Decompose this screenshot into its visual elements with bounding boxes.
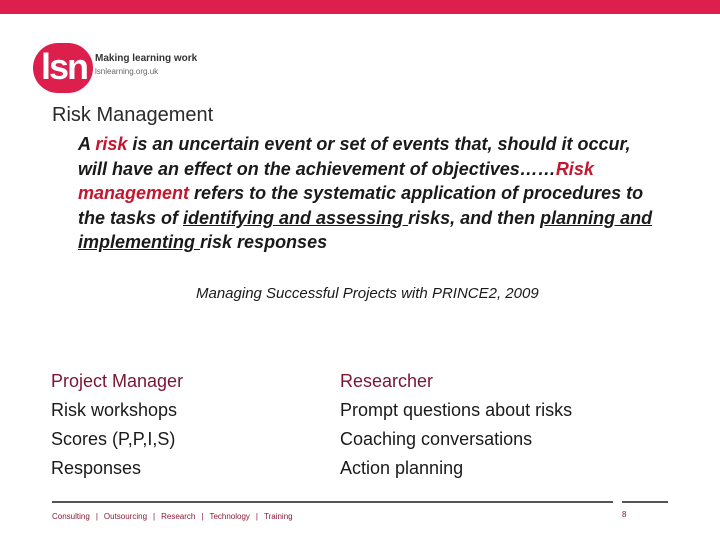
list-item: Responses: [51, 458, 142, 478]
project-manager-column: [51, 367, 183, 483]
logo-url: lsnlearning.org.uk: [95, 67, 159, 76]
quote-source: Managing Successful Projects with PRINCE2, 2009: [196, 285, 539, 302]
list-item: Prompt questions about risks: [340, 400, 573, 420]
footer-separator: |: [201, 512, 204, 521]
definition-quote: [78, 132, 658, 255]
logo-letters: lsn: [41, 46, 88, 87]
column-heading: Researcher: [340, 371, 434, 391]
lsn-logo: [33, 43, 213, 93]
footer-link-research: Research: [161, 512, 196, 521]
list-item: Action planning: [340, 458, 464, 478]
footer-link-outsourcing: Outsourcing: [103, 512, 148, 521]
underlined-phrase: planning and implementing: [78, 207, 653, 253]
footer-separator: |: [95, 512, 98, 521]
footer-separator: |: [153, 512, 156, 521]
footer-divider-short: [622, 501, 668, 503]
quote-text: refers to the systematic application of procedures to the tasks of: [78, 183, 644, 228]
footer-link-consulting: Consulting: [52, 512, 90, 521]
risk-management-term: Risk management: [78, 158, 594, 204]
page-number: 8: [622, 510, 627, 519]
quote-text: is an uncertain event or set of events that, should it occur, will have an effect on the achievement of objectives……: [78, 134, 631, 179]
list-item: Scores (P,P,I,S): [51, 429, 176, 449]
logo-tagline: Making learning work: [95, 53, 198, 64]
risk-term: risk: [95, 134, 128, 154]
footer-divider: [52, 501, 613, 503]
list-item: Coaching conversations: [340, 429, 533, 449]
quote-text: risk responses: [200, 232, 328, 253]
top-accent-bar: [0, 0, 720, 14]
list-item: Risk workshops: [51, 400, 178, 420]
quote-text: risks, and then: [408, 207, 541, 228]
footer-link-training: Training: [264, 512, 293, 521]
researcher-column: [340, 367, 572, 483]
footer-link-technology: Technology: [209, 512, 250, 521]
footer-separator: |: [255, 512, 258, 521]
logo-badge: [33, 43, 93, 93]
column-heading: Project Manager: [51, 371, 184, 391]
footer-links: [52, 512, 293, 521]
quote-text: A: [78, 134, 96, 154]
slide-title: Risk Management: [52, 104, 214, 126]
underlined-phrase: identifying and assessing: [183, 207, 409, 228]
